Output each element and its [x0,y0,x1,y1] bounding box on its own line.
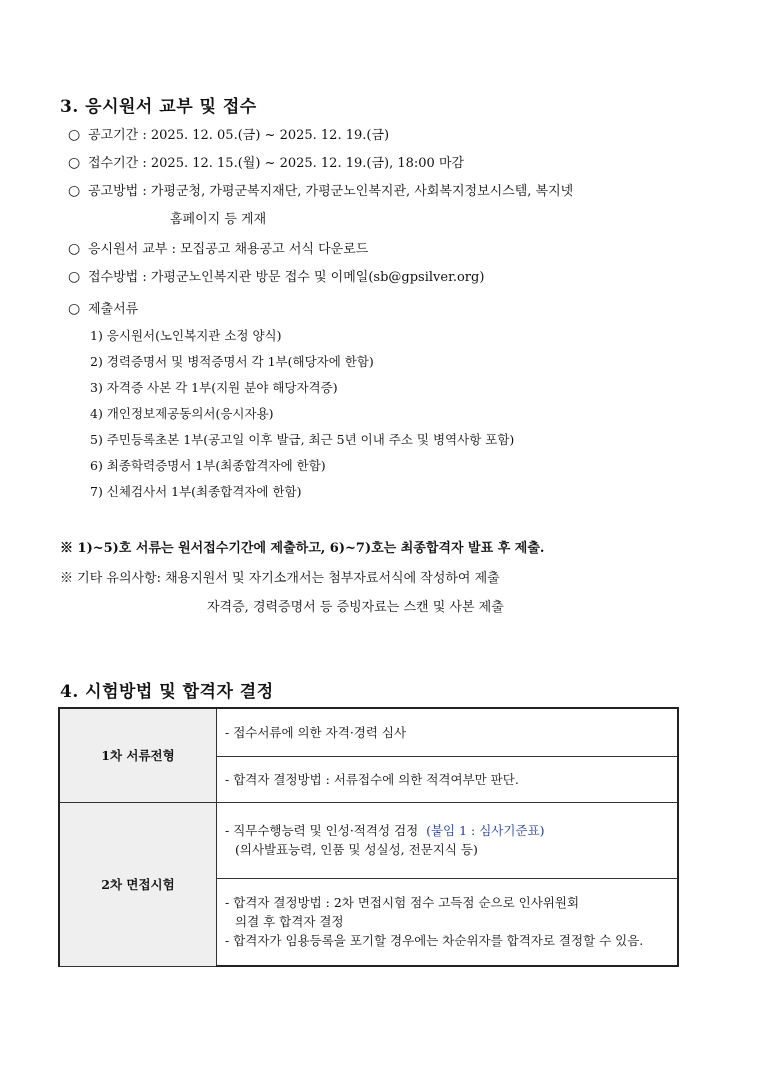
stage-2-decision: - 합격자 결정방법 : 2차 면접시험 점수 고득점 순으로 인사위원회 의결 후 합격자 결정 - 합격자가 임용등록을 포기할 경우에는 차순위자를 합격자로 결정할 수 있음. [217,878,679,966]
circle-bullet-icon: ○ [68,127,81,143]
submission-note: ※ 1)~5)호 서류는 원서접수기간에 제출하고, 6)~7)호는 최종합격자 발표 후 제출. [60,541,545,556]
circle-bullet-icon: ○ [68,269,81,285]
circle-bullet-icon: ○ [68,301,81,317]
submission-method [68,266,484,285]
circle-bullet-icon: ○ [68,155,81,171]
document-item: 7) 신체검사서 1부(최종합격자에 한함) [90,484,302,499]
posting-period-text: 공고기간 : 2025. 12. 05.(금) ~ 2025. 12. 19.(금) [88,128,390,143]
section-4-title: 4. 시험방법 및 합격자 결정 [60,682,274,702]
application-period [68,152,464,171]
document-item: 6) 최종학력증명서 1부(최종합격자에 한함) [90,458,326,473]
other-notes: ※ 기타 유의사항: 채용지원서 및 자기소개서는 첨부자료서식에 작성하여 제출 [60,571,500,586]
stage-1-label: 1차 서류전형 [59,708,217,802]
posting-method-continued: 홈페이지 등 게재 [170,212,267,227]
required-documents [68,298,138,317]
document-item: 4) 개인정보제공동의서(응시자용) [90,406,274,421]
document-item: 1) 응시원서(노인복지관 소정 양식) [90,328,282,343]
posting-method-text: 공고방법 : 가평군청, 가평군복지재단, 가평군노인복지관, 사회복지정보시스템, 복지넷 [88,184,574,199]
form-distribution [68,238,368,257]
exam-method-table [58,707,679,967]
application-period-text: 접수기간 : 2025. 12. 15.(월) ~ 2025. 12. 19.(금), 18:00 마감 [88,156,465,171]
stage-1-decision: - 합격자 결정방법 : 서류접수에 의한 적격여부만 판단. [217,756,679,802]
appendix-reference: (붙임 1 : 심사기준표) [426,823,545,838]
stage-2-label: 2차 면접시험 [59,802,217,966]
document-item: 2) 경력증명서 및 병적증명서 각 1부(해당자에 한함) [90,354,374,369]
document-item: 3) 자격증 사본 각 1부(지원 분야 해당자격증) [90,380,338,395]
document-item: 5) 주민등록초본 1부(공고일 이후 발급, 최근 5년 이내 주소 및 병역사항 포함) [90,432,515,447]
submission-method-text: 접수방법 : 가평군노인복지관 방문 접수 및 이메일(sb@gpsilver.org) [88,270,485,285]
section-3-title: 3. 응시원서 교부 및 접수 [60,97,257,117]
form-distribution-text: 응시원서 교부 : 모집공고 채용공고 서식 다운로드 [88,242,369,257]
circle-bullet-icon: ○ [68,183,81,199]
posting-period [68,124,389,143]
other-notes-continued: 자격증, 경력증명서 등 증빙자료는 스캔 및 사본 제출 [207,600,504,615]
stage-1-criteria: - 접수서류에 의한 자격·경력 심사 [217,708,679,756]
stage-2-criteria: - 직무수행능력 및 인성·적격성 검정 (붙임 1 : 심사기준표) (의사발표능력, 인품 및 성실성, 전문지식 등) [217,802,679,878]
required-documents-text: 제출서류 [88,302,139,317]
circle-bullet-icon: ○ [68,241,81,257]
posting-method [68,180,573,199]
